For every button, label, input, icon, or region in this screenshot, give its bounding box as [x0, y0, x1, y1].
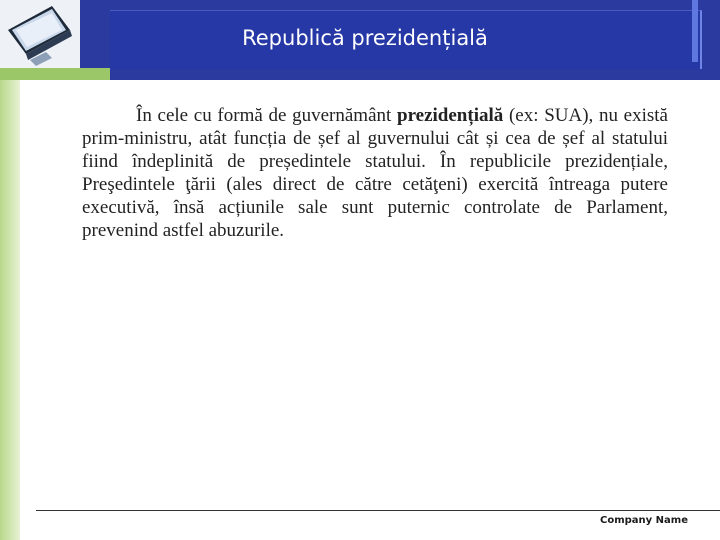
- computer-monitor-icon: [0, 0, 80, 68]
- left-green-strip: [0, 80, 20, 540]
- paragraph-bold-term: prezidențială: [397, 105, 504, 126]
- footer-divider: [36, 510, 720, 511]
- header-green-band: [0, 68, 110, 80]
- paragraph-text-end: (ex: SUA), nu există prim-ministru, atât funcția de șef al guvernului cât și cea de șef al statului fiind îndeplinită de președintele statului. În republicile prezidențiale, Preşedintele ţării (ales direct de către cetăţeni) exercită întreaga putere executivă, însă acțiunile sale sunt puternic controlate de Parlament, prevenind astfel abuzurile.: [82, 105, 668, 241]
- header-accent-bar: [692, 0, 698, 62]
- page-title: Republică prezidențială: [242, 26, 488, 50]
- body-paragraph: [82, 104, 668, 242]
- paragraph-text-start: În cele cu formă de guvernământ: [136, 105, 397, 126]
- footer-company-name: Company Name: [600, 515, 688, 526]
